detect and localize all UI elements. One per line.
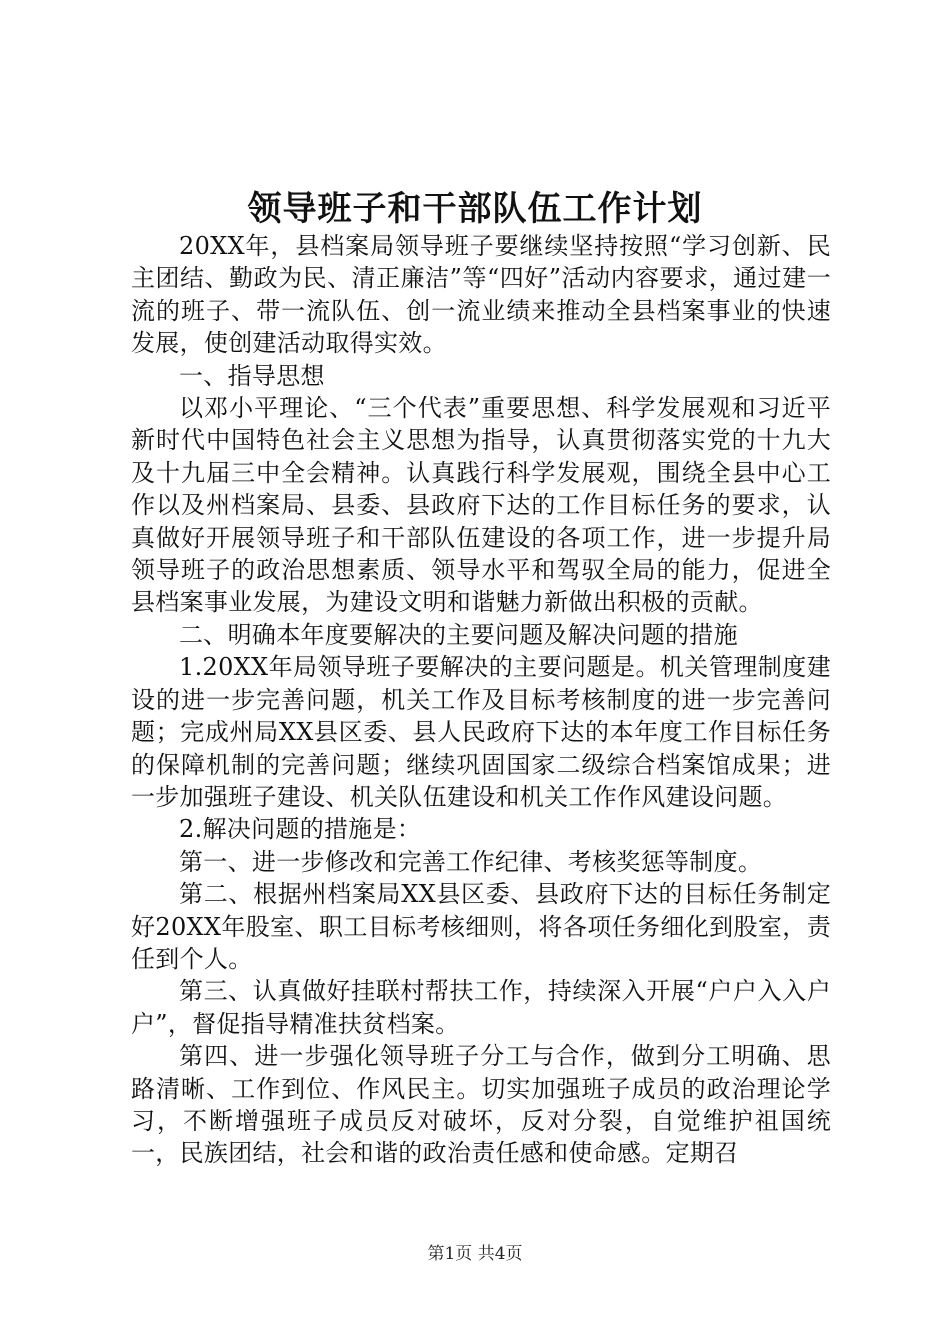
paragraph-measure-4: 第四、进一步强化领导班子分工与合作，做到分工明确、思路清晰、工作到位、作风民主。切实加强班子成员的政治理论学习，不断增强班子成员反对破坏，反对分裂，自觉维护祖国统一，民族团结，社会和谐的政治责任感和使命感。定期召 — [131, 1042, 831, 1168]
paragraph-measure-1: 第一、进一步修改和完善工作纪律、考核奖惩等制度。 — [179, 847, 763, 876]
document-body — [131, 230, 831, 1170]
paragraph-measures-intro: 2.解决问题的措施是： — [179, 815, 422, 844]
page-number-footer: 第1页 共4页 — [427, 1244, 523, 1264]
heading-problems-and-measures: 二、明确本年度要解决的主要问题及解决问题的措施 — [179, 620, 738, 649]
paragraph-measure-2: 第二、根据州档案局XX县区委、县政府下达的目标任务制定好20XX年股室、职工目标考核细则，将各项任务细化到股室，责任到个人。 — [131, 880, 831, 973]
heading-guiding-ideology: 一、指导思想 — [179, 361, 325, 390]
document-title: 领导班子和干部队伍工作计划 — [247, 189, 703, 229]
paragraph-measure-3: 第三、认真做好挂联村帮扶工作，持续深入开展“户户入入户户”，督促指导精准扶贫档案。 — [131, 977, 831, 1038]
paragraph-intro: 20XX年，县档案局领导班子要继续坚持按照“学习创新、民主团结、勤政为民、清正廉洁”等“四好”活动内容要求，通过建一流的班子、带一流队伍、创一流业绩来推动全县档案事业的快速发展，使创建活动取得实效。 — [131, 232, 831, 358]
paragraph-guiding-ideology: 以邓小平理论、“三个代表”重要思想、科学发展观和习近平新时代中国特色社会主义思想为指导，认真贯彻落实党的十九大及十九届三中全会精神。认真践行科学发展观，围绕全县中心工作以及州档案局、县委、县政府下达的工作目标任务的要求，认真做好开展领导班子和干部队伍建设的各项工作，进一步提升局领导班子的政治思想素质、领导水平和驾驭全局的能力，促进全县档案事业发展，为建设文明和谐魅力新做出积极的贡献。 — [131, 394, 831, 617]
paragraph-main-problems: 1.20XX年局领导班子要解决的主要问题是。机关管理制度建设的进一步完善问题，机关工作及目标考核制度的进一步完善问题；完成州局XX县区委、县人民政府下达的本年度工作目标任务的保障机制的完善问题；继续巩固国家二级综合档案馆成果；进一步加强班子建设、机关队伍建设和机关工作作风建设问题。 — [131, 653, 831, 811]
